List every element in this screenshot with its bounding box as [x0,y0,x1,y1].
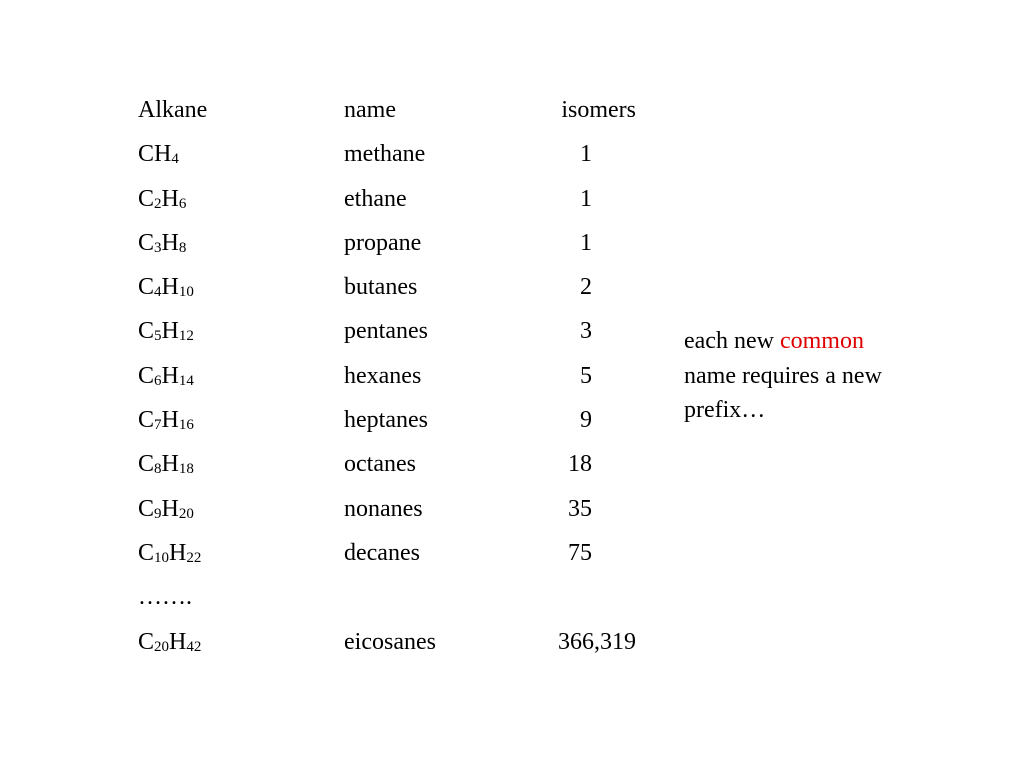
table-row [138,446,658,490]
formula [138,181,186,217]
note-highlight: common [779,328,864,354]
table-row [138,225,658,269]
carbon-symbol: C [138,495,155,522]
carbon-count: 7 [154,417,162,434]
hydrogen-count: 14 [178,372,194,389]
formula [138,136,179,172]
table-row [138,181,658,225]
hydrogen-count: 20 [178,505,194,522]
carbon-count: 6 [154,372,162,389]
isomer-count: 5 [580,362,592,389]
table-row [138,358,658,402]
isomer-count: 18 [568,451,592,478]
isomer-count: 1 [580,141,592,168]
isomer-count: 75 [568,539,592,566]
alkane-name: methane [344,141,426,168]
carbon-count: 3 [154,239,162,256]
carbon-count: 5 [154,328,162,345]
carbon-count: 4 [154,284,162,301]
isomer-count: 1 [580,185,592,212]
alkane-name: octanes [344,451,416,478]
formula [138,313,194,349]
carbon-symbol: C [138,407,155,434]
formula [138,535,201,571]
table-row [138,624,658,668]
hydrogen-count: 12 [178,328,194,345]
hydrogen-count: 18 [178,461,194,478]
table-row [138,402,658,446]
note-text-start: each new [684,328,780,354]
isomer-count: 9 [580,407,592,434]
header-isomers: isomers [561,97,636,123]
hydrogen-symbol: H [161,362,179,389]
hydrogen-count: 22 [186,549,202,566]
alkane-name: decanes [344,539,420,566]
formula [138,491,194,527]
table-row [138,535,658,579]
carbon-count: 9 [154,505,162,522]
alkane-name: butanes [344,274,418,301]
hydrogen-count: 8 [178,239,187,256]
alkane-name: pentanes [344,318,428,345]
carbon-symbol: C [138,274,155,301]
hydrogen-symbol: H [161,185,179,212]
carbon-symbol: C [138,628,155,655]
hydrogen-symbol: H [169,539,187,566]
table-row [138,269,658,313]
hydrogen-symbol: H [161,274,179,301]
alkane-name: heptanes [344,407,428,434]
alkane-table [138,92,658,668]
carbon-symbol: C [138,539,155,566]
table-row [138,313,658,357]
alkane-name: hexanes [344,362,422,389]
hydrogen-count: 6 [178,195,187,212]
carbon-symbol: C [138,362,155,389]
formula [138,624,201,660]
formula [138,402,194,438]
carbon-count: 10 [154,549,170,566]
formula [138,358,194,394]
alkane-name: nonanes [344,495,423,522]
hydrogen-symbol: H [161,318,179,345]
ellipsis-row [138,579,658,623]
carbon-symbol: C [138,451,155,478]
hydrogen-count: 42 [186,638,202,655]
table-row [138,136,658,180]
ellipsis: ……. [138,584,192,611]
hydrogen-symbol: H [161,495,179,522]
header-alkane: Alkane [138,97,208,123]
hydrogen-symbol: H [161,451,179,478]
hydrogen-count: 4 [171,151,179,168]
formula [138,225,186,261]
hydrogen-count: 10 [178,284,194,301]
isomer-count: 3 [580,318,592,345]
isomer-count: 366,319 [558,628,636,655]
side-note [684,324,944,428]
alkane-name: propane [344,229,422,256]
isomer-count: 35 [568,495,592,522]
alkane-name: ethane [344,185,407,212]
formula [138,269,194,305]
note-text-end: name requires a new prefix… [684,362,882,423]
alkane-name: eicosanes [344,628,436,655]
header-name: name [344,97,396,123]
hydrogen-symbol: H [161,229,179,256]
carbon-count: 2 [154,195,162,212]
table-row [138,491,658,535]
table-header-row [138,92,658,136]
carbon-symbol: C [138,185,155,212]
isomer-count: 2 [580,274,592,301]
carbon-count: 20 [154,638,170,655]
hydrogen-symbol: H [169,628,187,655]
carbon-symbol: C [138,229,155,256]
carbon-count: 8 [154,461,162,478]
isomer-count: 1 [580,229,592,256]
formula [138,446,194,482]
hydrogen-count: 16 [178,417,194,434]
carbon-symbol: C [138,141,155,168]
carbon-symbol: C [138,318,155,345]
hydrogen-symbol: H [161,407,179,434]
hydrogen-symbol: H [154,141,172,168]
